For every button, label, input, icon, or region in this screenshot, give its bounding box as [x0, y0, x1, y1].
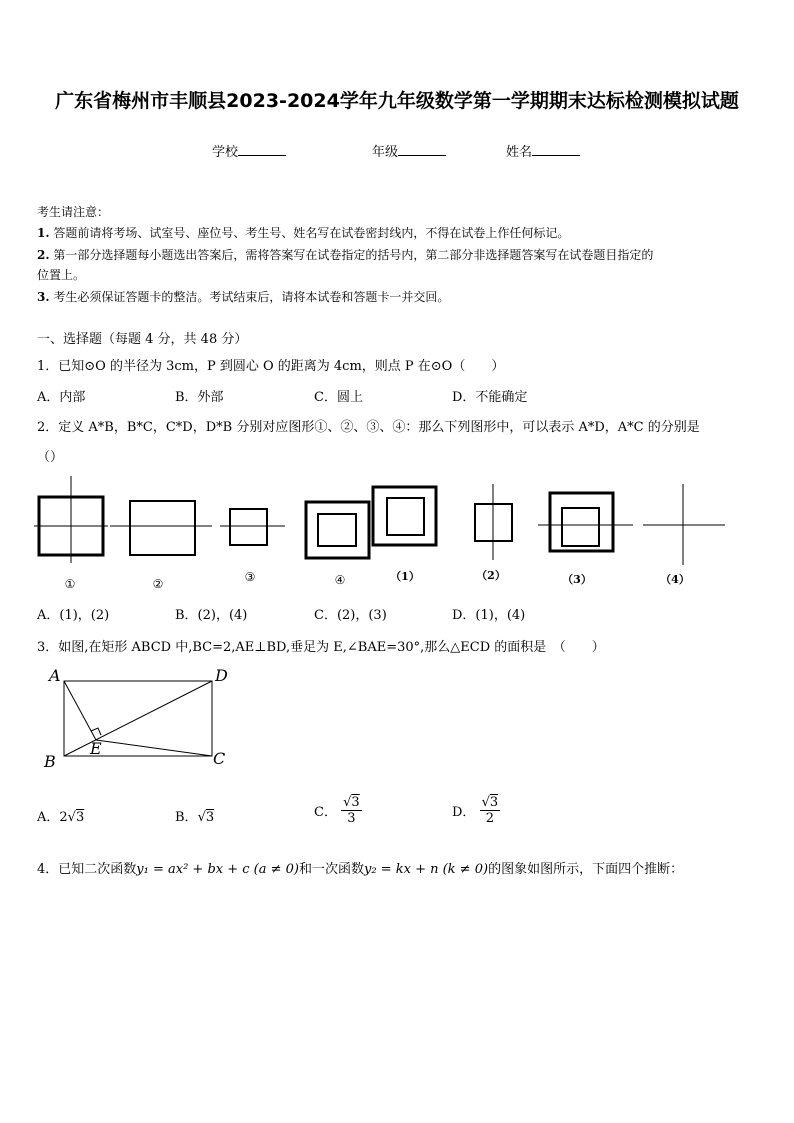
q3-rectangle-figure [40, 664, 270, 774]
q4-linear: y₂ = kx + n (k ≠ 0) [364, 862, 489, 877]
notice-item-2-cont: 位置上。 [37, 268, 86, 282]
point-a-label: A [49, 666, 61, 685]
fig-label-3: ③ [244, 570, 256, 584]
q2-option-b[interactable]: B．(2)，(4) [175, 608, 248, 623]
fig-opt3-outer [550, 493, 613, 551]
q4-text: 4．已知二次函数y₁ = ax² + bx + c (a ≠ 0)和一次函数y₂ = kx + n (k ≠ 0)的图象如图所示，下面四个推断： [37, 862, 684, 877]
q3-option-c[interactable]: C． $\frac{√3}{3}$ [314, 795, 360, 826]
q1-option-a[interactable]: A．内部 [37, 390, 86, 405]
school-label: 学校 [212, 145, 239, 160]
fig-4-outer [306, 502, 369, 558]
school-field[interactable] [212, 141, 286, 160]
segment-ec [96, 740, 212, 756]
name-label: 姓名 [506, 145, 533, 160]
fig-label-opt4: （4） [660, 573, 690, 586]
q1-option-c[interactable]: C．圆上 [314, 390, 363, 405]
notice-item-3: 3. 考生必须保证答题卡的整洁。考试结束后，请将本试卷和答题卡一并交回。 [37, 290, 450, 304]
name-field[interactable] [506, 141, 580, 160]
q2-option-c[interactable]: C．(2)，(3) [314, 608, 387, 623]
diagonal-bd [64, 681, 212, 756]
q1-option-d[interactable]: D．不能确定 [452, 390, 528, 405]
q2-option-a[interactable]: A．(1)，(2) [37, 608, 110, 623]
q1-option-b[interactable]: B．外部 [175, 390, 224, 405]
page-title: 广东省梅州市丰顺县2023-2024学年九年级数学第一学期期末达标检测模拟试题 [55, 90, 739, 112]
q2-text-cont: （） [37, 450, 64, 465]
q4-quadratic: y₁ = ax² + bx + c (a ≠ 0) [136, 862, 299, 877]
fig-opt3-inner [562, 508, 599, 546]
grade-field[interactable] [372, 141, 446, 160]
fig-opt1-inner [387, 498, 424, 535]
fig-label-4: ④ [334, 573, 346, 587]
point-c-label: C [213, 749, 226, 768]
notice-item-1: 1. 答题前请将考场、试室号、座位号、考生号、姓名写在试卷密封线内，不得在试卷上作任何标记。 [37, 226, 570, 240]
notice-heading: 考生请注意： [37, 205, 110, 219]
q2-text: 2．定义 A*B，B*C，C*D，D*B 分别对应图形①、②、③、④：那么下列图形中，可以表示 A*D，A*C 的分别是 [37, 420, 700, 435]
q2-option-d[interactable]: D．(1)，(4) [452, 608, 526, 623]
fig-label-opt3: （3） [562, 573, 592, 586]
point-e-label: E [90, 739, 102, 758]
point-b-label: B [44, 752, 56, 771]
q3-text: 3．如图,在矩形 ABCD 中,BC=2,AE⊥BD,垂足为 E,∠BAE=30°,那么△ECD 的面积是 （ ） [37, 640, 605, 655]
fig-label-2: ② [152, 577, 164, 591]
fig-2-rect [130, 501, 195, 555]
grade-label: 年级 [372, 145, 399, 160]
q3-option-b[interactable]: B．√3 [175, 810, 215, 825]
fig-4-inner [318, 514, 356, 546]
fig-3-square [230, 509, 267, 545]
q1-text: 1．已知⊙O 的半径为 3cm，P 到圆心 O 的距离为 4cm，则点 P 在⊙O（ ） [37, 359, 505, 374]
section-heading: 一、选择题（每题 4 分，共 48 分） [37, 332, 248, 347]
notice-item-2: 2. 第一部分选择题每小题选出答案后，需将答案写在试卷指定的括号内，第二部分非选择题答案写在试卷题目指定的 [37, 248, 654, 262]
fig-label-1: ① [64, 577, 76, 591]
fig-label-opt2: （2） [476, 569, 506, 582]
point-d-label: D [215, 666, 228, 685]
fig-label-opt1: （1） [390, 570, 420, 583]
q3-option-d[interactable]: D． $\frac{√3}{2}$ [452, 795, 499, 826]
fig-opt1-outer [373, 487, 436, 545]
q3-option-a[interactable]: A．2√3 [37, 810, 85, 825]
